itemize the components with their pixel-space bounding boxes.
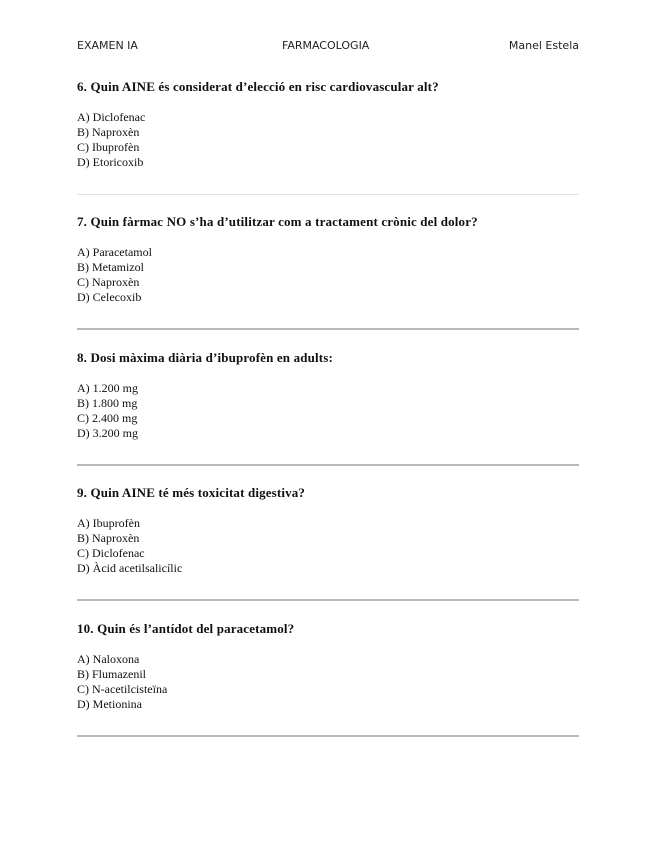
question-8: [77, 350, 579, 441]
question-title: 7. Quin fàrmac NO s’ha d’utilitzar com a tractament crònic del dolor?: [77, 214, 478, 229]
question-title: 8. Dosi màxima diària d’ibuprofèn en adults:: [77, 350, 333, 365]
divider: [77, 328, 579, 330]
options-list: [77, 381, 579, 441]
options-list: [77, 110, 579, 170]
option-d: D) Celecoxib: [77, 290, 142, 304]
option-c: C) Naproxèn: [77, 275, 140, 289]
header-author: Manel Estela: [508, 39, 579, 52]
option-c: C) N-acetilcisteïna: [77, 682, 168, 696]
option-a: A) Naloxona: [77, 652, 140, 666]
divider: [77, 464, 579, 466]
option-d: D) Etoricoxib: [77, 155, 144, 169]
question-title: 10. Quin és l’antídot del paracetamol?: [77, 621, 295, 636]
option-c: C) Diclofenac: [77, 546, 145, 560]
divider: [77, 735, 579, 737]
header-exam-label: EXAMEN IA: [77, 39, 138, 52]
option-a: A) 1.200 mg: [77, 381, 138, 395]
option-d: D) Àcid acetilsalicílic: [77, 561, 183, 575]
option-c: C) Ibuprofèn: [77, 140, 140, 154]
header-subject: FARMACOLOGIA: [282, 39, 370, 52]
question-title: 6. Quin AINE és considerat d’elecció en risc cardiovascular alt?: [77, 79, 439, 94]
option-b: B) 1.800 mg: [77, 396, 138, 410]
option-b: B) Naproxèn: [77, 531, 140, 545]
question-6: [77, 79, 579, 170]
page-header: [77, 39, 579, 55]
question-7: [77, 214, 579, 305]
option-d: D) 3.200 mg: [77, 426, 138, 440]
options-list: [77, 652, 579, 712]
options-list: [77, 245, 579, 305]
question-9: [77, 485, 579, 576]
option-d: D) Metionina: [77, 697, 142, 711]
option-b: B) Flumazenil: [77, 667, 146, 681]
options-list: [77, 516, 579, 576]
option-a: A) Paracetamol: [77, 245, 152, 259]
question-10: [77, 621, 579, 712]
question-title: 9. Quin AINE té més toxicitat digestiva?: [77, 485, 306, 500]
option-a: A) Ibuprofèn: [77, 516, 140, 530]
divider: [77, 194, 579, 195]
option-a: A) Diclofenac: [77, 110, 146, 124]
option-b: B) Naproxèn: [77, 125, 140, 139]
option-c: C) 2.400 mg: [77, 411, 138, 425]
divider: [77, 599, 579, 601]
option-b: B) Metamizol: [77, 260, 144, 274]
